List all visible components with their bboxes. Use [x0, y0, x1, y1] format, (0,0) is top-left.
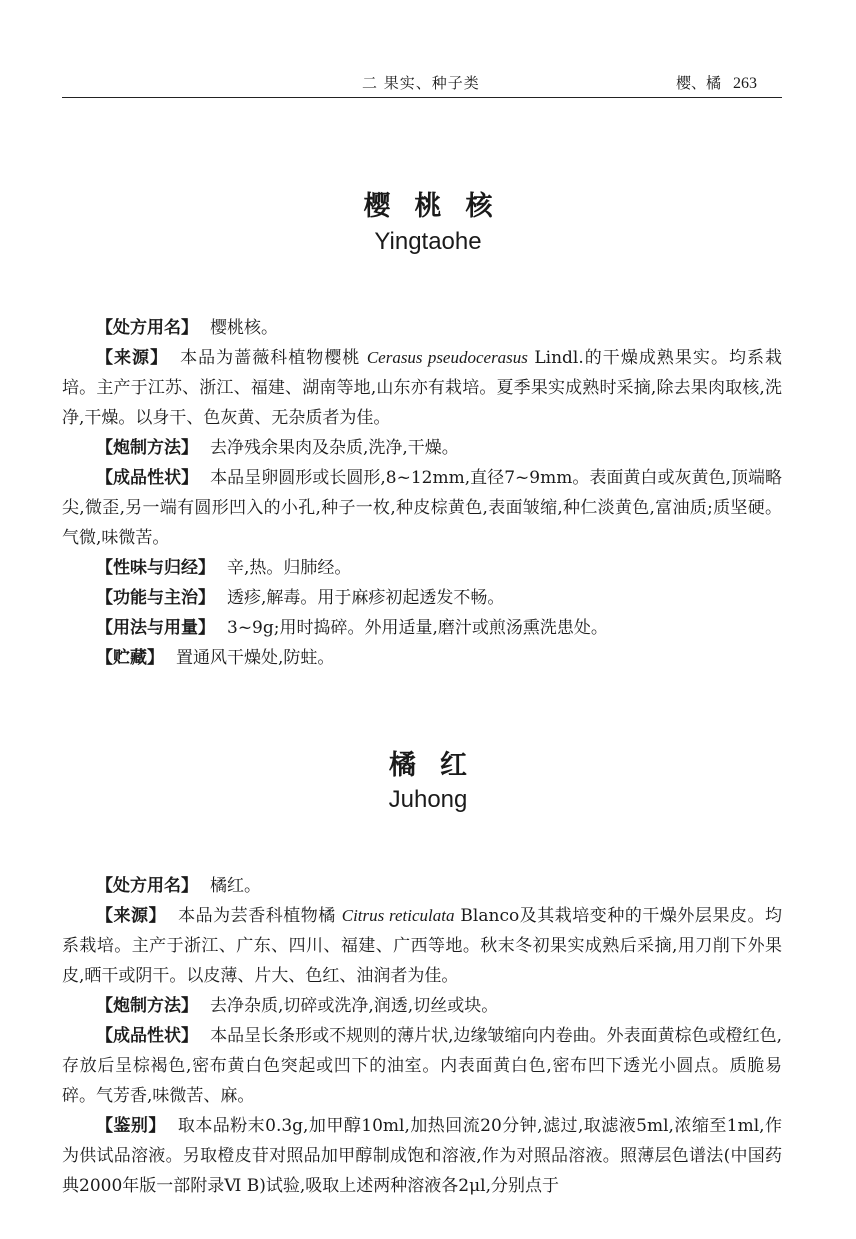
section-source [62, 343, 782, 433]
section-label: 【 鉴别 】 [96, 1116, 166, 1136]
section-characteristics [62, 1021, 782, 1111]
page-number: 263 [733, 75, 758, 92]
section-text: 本品为芸香科植物橘 [178, 906, 342, 926]
section-processing [62, 991, 782, 1021]
section-text: 去净杂质,切碎或洗净,润透,切丝或块。 [210, 996, 499, 1016]
section-identification [62, 1111, 782, 1201]
section-source [62, 901, 782, 991]
entry-title-juhong: 橘红 [389, 750, 491, 781]
entry-pinyin-yingtaohe: Yingtaohe [374, 228, 482, 255]
section-label: 【 来源 】 [96, 906, 166, 926]
latin-species-name: Citrus reticulata [341, 906, 455, 925]
entry-body-juhong [62, 871, 782, 1201]
section-text: 本品呈长条形或不规则的薄片状,边缘皱缩向内卷曲。外表面黄棕色或橙红色,存放后呈棕褐色,密布黄白色突起或凹下的油室。内表面黄白色,密布凹下透光小圆点。质脆易碎。气芳香,味微苦、麻。 [62, 1026, 783, 1106]
section-label: 【 用法与用量 】 [96, 618, 215, 638]
running-header-entries: 樱、橘 [676, 74, 722, 92]
section-processing [62, 433, 782, 463]
latin-species-name: Cerasus pseudocerasus [366, 348, 528, 367]
section-text: 透疹,解毒。用于麻疹初起透发不畅。 [227, 588, 505, 608]
section-text: 置通风干燥处,防蛀。 [176, 648, 335, 668]
section-label: 【 成品性状 】 [96, 1026, 198, 1046]
section-label: 【 功能与主治 】 [96, 588, 215, 608]
running-header-right [676, 72, 757, 93]
section-prescription-name [62, 313, 782, 343]
section-label: 【 性味与归经 】 [96, 558, 215, 578]
section-function [62, 583, 782, 613]
header-rule [62, 97, 782, 98]
section-text: 橘红。 [210, 876, 261, 896]
section-label: 【 成品性状 】 [96, 468, 198, 488]
section-text: Lindl.的干燥成熟果实。均系栽培。主产于江苏、浙江、福建、湖南等地,山东亦有栽培。夏季果实成熟时采摘,除去果肉取核,洗净,干燥。以身干、色灰黄、无杂质者为佳。 [62, 348, 783, 428]
section-nature-meridian [62, 553, 782, 583]
section-dosage [62, 613, 782, 643]
running-header-chapter: 二 果实、种子类 [362, 74, 480, 92]
section-text: 3~9g;用时捣碎。外用适量,磨汁或煎汤熏洗患处。 [227, 618, 608, 638]
section-label: 【 来源 】 [96, 348, 168, 368]
section-label: 【 贮藏 】 [96, 648, 164, 668]
section-text: 本品为蔷薇科植物樱桃 [180, 348, 367, 368]
entry-body-yingtaohe [62, 313, 782, 673]
section-label: 【 炮制方法 】 [96, 438, 198, 458]
section-text: 去净残余果肉及杂质,洗净,干燥。 [210, 438, 459, 458]
section-storage [62, 643, 782, 673]
section-text: 取本品粉末0.3g,加甲醇10ml,加热回流20分钟,滤过,取滤液5ml,浓缩至1ml,作为供试品溶液。另取橙皮苷对照品加甲醇制成饱和溶液,作为对照品溶液。照薄层色谱法(中国药典2000年版一部附录Ⅵ B)试验,吸取上述两种溶液各2μl,分别点于 [62, 1116, 783, 1196]
section-text: 本品呈卵圆形或长圆形,8~12mm,直径7~9mm。表面黄白或灰黄色,顶端略尖,微歪,另一端有圆形凹入的小孔,种子一枚,种皮棕黄色,表面皱缩,种仁淡黄色,富油质;质坚硬。气微,味微苦。 [62, 468, 783, 548]
entry-title-yingtaohe: 樱桃核 [363, 191, 517, 222]
section-label: 【 处方用名 】 [96, 318, 198, 338]
section-text: 樱桃核。 [210, 318, 278, 338]
section-characteristics [62, 463, 782, 553]
section-label: 【 处方用名 】 [96, 876, 198, 896]
section-label: 【 炮制方法 】 [96, 996, 198, 1016]
section-text: 辛,热。归肺经。 [227, 558, 352, 578]
section-text: Blanco及其栽培变种的干燥外层果皮。均系栽培。主产于浙江、广东、四川、福建、广西等地。秋末冬初果实成熟后采摘,用刀削下外果皮,晒干或阴干。以皮薄、片大、色红、油润者为佳。 [62, 906, 783, 986]
section-prescription-name [62, 871, 782, 901]
entry-pinyin-juhong: Juhong [388, 786, 468, 813]
